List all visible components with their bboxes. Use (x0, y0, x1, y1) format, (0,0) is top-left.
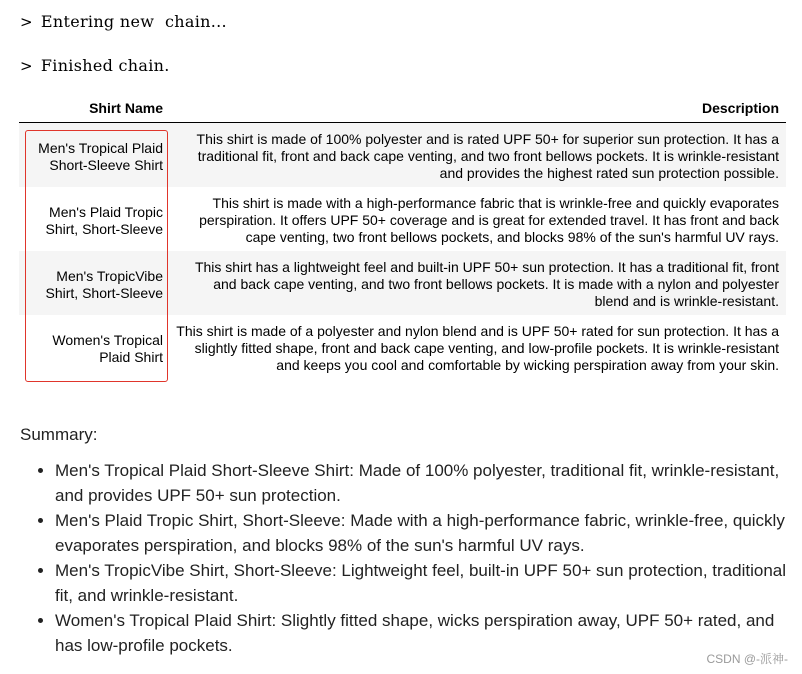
shirt-table-container (19, 98, 786, 379)
prompt-arrow-icon: > (20, 57, 33, 75)
list-item: • Women's Tropical Plaid Shirt: Slightly fitted shape, wicks perspiration away, UPF 50+ rated, and has low-profile pockets. (55, 608, 790, 658)
shirt-table (19, 98, 786, 379)
log-finished-chain (20, 56, 170, 75)
summary-title: Summary: (20, 425, 98, 444)
table-row (19, 251, 786, 315)
watermark: CSDN @-派神- (706, 652, 788, 666)
column-header-description: Description (170, 98, 786, 123)
list-item: • Men's Plaid Tropic Shirt, Short-Sleeve: Made with a high-performance fabric, wrinkle-free, quickly evaporates perspiration, and blocks 98% of the sun's harmful UV rays. (55, 508, 790, 558)
list-item: • Men's Tropical Plaid Short-Sleeve Shirt: Made of 100% polyester, traditional fit, wrinkle-resistant, and provides UPF 50+ sun protection. (55, 458, 790, 508)
list-item: • Men's TropicVibe Shirt, Short-Sleeve: Lightweight feel, built-in UPF 50+ sun protection, traditional fit, and wrinkle-resistant. (55, 558, 790, 608)
description-cell: This shirt has a lightweight feel and built-in UPF 50+ sun protection. It has a traditional fit, front and back cape venting, and two front bellows pockets. It is made with a nylon and polyester blend and is wrinkle-resistant. (170, 251, 786, 315)
shirt-name-cell: Men's TropicVibe Shirt, Short-Sleeve (19, 251, 170, 315)
shirt-name-cell: Men's Tropical Plaid Short-Sleeve Shirt (19, 123, 170, 188)
log-finished-text: Finished chain. (40, 56, 170, 75)
description-cell: This shirt is made of a polyester and nylon blend and is UPF 50+ rated for sun protection. It has a slightly fitted shape, front and back cape venting, and low-profile pockets. It is wrinkle-resistant and keeps you cool and comfortable by wicking perspiration away from your skin. (170, 315, 786, 379)
summary-list (20, 458, 790, 658)
table-row (19, 315, 786, 379)
log-entering-text: Entering new chain... (40, 12, 227, 31)
table-header-row (19, 98, 786, 123)
shirt-name-cell: Women's Tropical Plaid Shirt (19, 315, 170, 379)
description-cell: This shirt is made with a high-performance fabric that is wrinkle-free and quickly evaporates perspiration. It offers UPF 50+ coverage and is great for extended travel. It has front and back cape venting, two front bellows pockets, and blocks 98% of the sun's harmful UV rays. (170, 187, 786, 251)
log-entering-chain (20, 12, 227, 31)
prompt-arrow-icon: > (20, 13, 33, 31)
table-row (19, 187, 786, 251)
shirt-name-cell: Men's Plaid Tropic Shirt, Short-Sleeve (19, 187, 170, 251)
column-header-shirt-name: Shirt Name (19, 98, 170, 123)
table-row (19, 123, 786, 188)
summary-section (20, 424, 790, 658)
description-cell: This shirt is made of 100% polyester and is rated UPF 50+ for superior sun protection. It has a traditional fit, front and back cape venting, and two front bellows pockets. It is wrinkle-resistant and provides the highest rated sun protection possible. (170, 123, 786, 188)
